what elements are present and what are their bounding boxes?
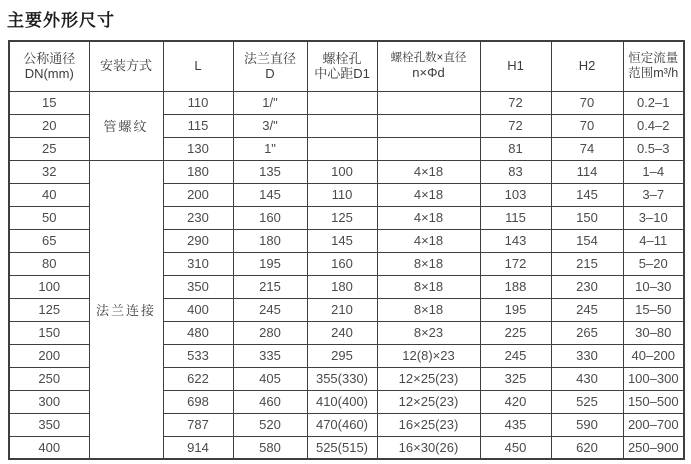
cell-nd: 8×18 (377, 252, 480, 275)
cell-dn: 25 (9, 137, 89, 160)
cell-h1: 83 (480, 160, 551, 183)
header-install-method: 安装方式 (89, 41, 163, 91)
cell-h1: 81 (480, 137, 551, 160)
cell-dn: 250 (9, 367, 89, 390)
cell-d1: 110 (307, 183, 377, 206)
cell-flow: 0.4–2 (623, 114, 684, 137)
cell-dn: 400 (9, 436, 89, 459)
header-bolt-count-diameter (377, 41, 480, 91)
cell-nd: 12×25(23) (377, 390, 480, 413)
cell-d1: 210 (307, 298, 377, 321)
cell-h2: 70 (551, 114, 623, 137)
cell-h2: 150 (551, 206, 623, 229)
cell-dn: 50 (9, 206, 89, 229)
cell-nd: 16×25(23) (377, 413, 480, 436)
cell-nd: 8×18 (377, 275, 480, 298)
cell-h1: 325 (480, 367, 551, 390)
cell-l: 400 (163, 298, 233, 321)
cell-dn: 100 (9, 275, 89, 298)
cell-d: 280 (233, 321, 307, 344)
cell-d1: 410(400) (307, 390, 377, 413)
cell-d: 1" (233, 137, 307, 160)
cell-h1: 103 (480, 183, 551, 206)
cell-h1: 450 (480, 436, 551, 459)
cell-h1: 245 (480, 344, 551, 367)
cell-flow: 30–80 (623, 321, 684, 344)
cell-d1: 160 (307, 252, 377, 275)
cell-d: 215 (233, 275, 307, 298)
cell-dn: 125 (9, 298, 89, 321)
cell-dn: 15 (9, 91, 89, 114)
cell-flow: 40–200 (623, 344, 684, 367)
cell-h2: 265 (551, 321, 623, 344)
header-h2: H2 (551, 41, 623, 91)
cell-h2: 525 (551, 390, 623, 413)
cell-d: 145 (233, 183, 307, 206)
cell-h1: 195 (480, 298, 551, 321)
cell-l: 914 (163, 436, 233, 459)
cell-flow: 4–11 (623, 229, 684, 252)
cell-l: 230 (163, 206, 233, 229)
cell-d: 520 (233, 413, 307, 436)
cell-dn: 32 (9, 160, 89, 183)
cell-h2: 620 (551, 436, 623, 459)
header-h1: H1 (480, 41, 551, 91)
cell-dn: 150 (9, 321, 89, 344)
cell-h1: 435 (480, 413, 551, 436)
header-row (9, 41, 684, 91)
cell-nd (377, 114, 480, 137)
cell-h1: 72 (480, 114, 551, 137)
cell-nd: 4×18 (377, 160, 480, 183)
cell-nd: 12×25(23) (377, 367, 480, 390)
cell-l: 310 (163, 252, 233, 275)
header-nominal-diameter (9, 41, 89, 91)
cell-l: 200 (163, 183, 233, 206)
cell-nd (377, 137, 480, 160)
cell-nd: 8×18 (377, 298, 480, 321)
cell-l: 130 (163, 137, 233, 160)
cell-flow: 250–900 (623, 436, 684, 459)
cell-flow: 200–700 (623, 413, 684, 436)
cell-l: 622 (163, 367, 233, 390)
cell-flow: 1–4 (623, 160, 684, 183)
cell-dn: 40 (9, 183, 89, 206)
cell-nd (377, 91, 480, 114)
table-row (9, 160, 684, 183)
cell-dn: 300 (9, 390, 89, 413)
cell-h1: 188 (480, 275, 551, 298)
install-method-cell: 法兰连接 (89, 160, 163, 459)
cell-dn: 80 (9, 252, 89, 275)
cell-d1: 355(330) (307, 367, 377, 390)
cell-h2: 430 (551, 367, 623, 390)
page-title: 主要外形尺寸 (7, 11, 115, 30)
cell-l: 180 (163, 160, 233, 183)
cell-l: 533 (163, 344, 233, 367)
cell-h2: 145 (551, 183, 623, 206)
cell-l: 350 (163, 275, 233, 298)
cell-d: 195 (233, 252, 307, 275)
cell-l: 480 (163, 321, 233, 344)
cell-l: 787 (163, 413, 233, 436)
cell-d1: 145 (307, 229, 377, 252)
cell-d: 245 (233, 298, 307, 321)
cell-dn: 350 (9, 413, 89, 436)
cell-d1: 100 (307, 160, 377, 183)
cell-dn: 20 (9, 114, 89, 137)
cell-d: 135 (233, 160, 307, 183)
cell-h2: 330 (551, 344, 623, 367)
cell-d1: 240 (307, 321, 377, 344)
cell-flow: 3–7 (623, 183, 684, 206)
cell-nd: 4×18 (377, 206, 480, 229)
cell-h2: 245 (551, 298, 623, 321)
cell-flow: 5–20 (623, 252, 684, 275)
cell-h1: 225 (480, 321, 551, 344)
cell-flow: 0.5–3 (623, 137, 684, 160)
cell-h2: 70 (551, 91, 623, 114)
cell-d: 3/" (233, 114, 307, 137)
cell-d1 (307, 137, 377, 160)
table-body (9, 91, 684, 459)
cell-dn: 65 (9, 229, 89, 252)
cell-nd: 16×30(26) (377, 436, 480, 459)
cell-nd: 12(8)×23 (377, 344, 480, 367)
cell-h1: 115 (480, 206, 551, 229)
cell-d: 335 (233, 344, 307, 367)
cell-l: 290 (163, 229, 233, 252)
cell-flow: 15–50 (623, 298, 684, 321)
cell-nd: 4×18 (377, 229, 480, 252)
cell-h2: 230 (551, 275, 623, 298)
header-bolt-circle-d1 (307, 41, 377, 91)
cell-flow: 3–10 (623, 206, 684, 229)
cell-flow: 100–300 (623, 367, 684, 390)
header-flange-diameter (233, 41, 307, 91)
header-nominal-diameter-line2: DN(mm) (24, 66, 74, 82)
cell-nd: 4×18 (377, 183, 480, 206)
cell-d1 (307, 114, 377, 137)
table-row (9, 91, 684, 114)
cell-h2: 74 (551, 137, 623, 160)
cell-d1: 180 (307, 275, 377, 298)
header-flow-range (623, 41, 684, 91)
header-flange-diameter-line2: D (265, 66, 275, 82)
dimensions-table (8, 40, 685, 460)
header-flow-range-line1: 恒定流量 (628, 51, 679, 66)
header-nominal-diameter-line1: 公称通径 (23, 50, 76, 66)
cell-l: 698 (163, 390, 233, 413)
cell-h1: 72 (480, 91, 551, 114)
cell-flow: 150–500 (623, 390, 684, 413)
cell-d: 405 (233, 367, 307, 390)
cell-nd: 8×23 (377, 321, 480, 344)
header-bolt-circle-d1-line1: 螺栓孔 (322, 50, 362, 66)
cell-flow: 0.2–1 (623, 91, 684, 114)
cell-d1 (307, 91, 377, 114)
cell-h2: 154 (551, 229, 623, 252)
cell-d: 160 (233, 206, 307, 229)
cell-d: 180 (233, 229, 307, 252)
install-method-cell: 管螺纹 (89, 91, 163, 160)
cell-flow: 10–30 (623, 275, 684, 298)
cell-h2: 590 (551, 413, 623, 436)
cell-d: 580 (233, 436, 307, 459)
cell-d1: 470(460) (307, 413, 377, 436)
cell-h1: 143 (480, 229, 551, 252)
cell-d1: 125 (307, 206, 377, 229)
cell-d: 1/" (233, 91, 307, 114)
header-length-l: L (163, 41, 233, 91)
cell-dn: 200 (9, 344, 89, 367)
cell-d: 460 (233, 390, 307, 413)
cell-h1: 172 (480, 252, 551, 275)
header-bolt-count-diameter-line1: 螺栓孔数×直径 (390, 51, 467, 64)
cell-d1: 295 (307, 344, 377, 367)
cell-h2: 215 (551, 252, 623, 275)
header-bolt-count-diameter-line2: n×Φd (412, 65, 445, 81)
cell-l: 115 (163, 114, 233, 137)
cell-h2: 114 (551, 160, 623, 183)
header-bolt-circle-d1-line2: 中心距D1 (314, 66, 370, 82)
header-flow-range-line2: 范围m³/h (628, 66, 679, 81)
cell-h1: 420 (480, 390, 551, 413)
header-flange-diameter-line1: 法兰直径 (243, 50, 296, 66)
cell-l: 110 (163, 91, 233, 114)
cell-d1: 525(515) (307, 436, 377, 459)
